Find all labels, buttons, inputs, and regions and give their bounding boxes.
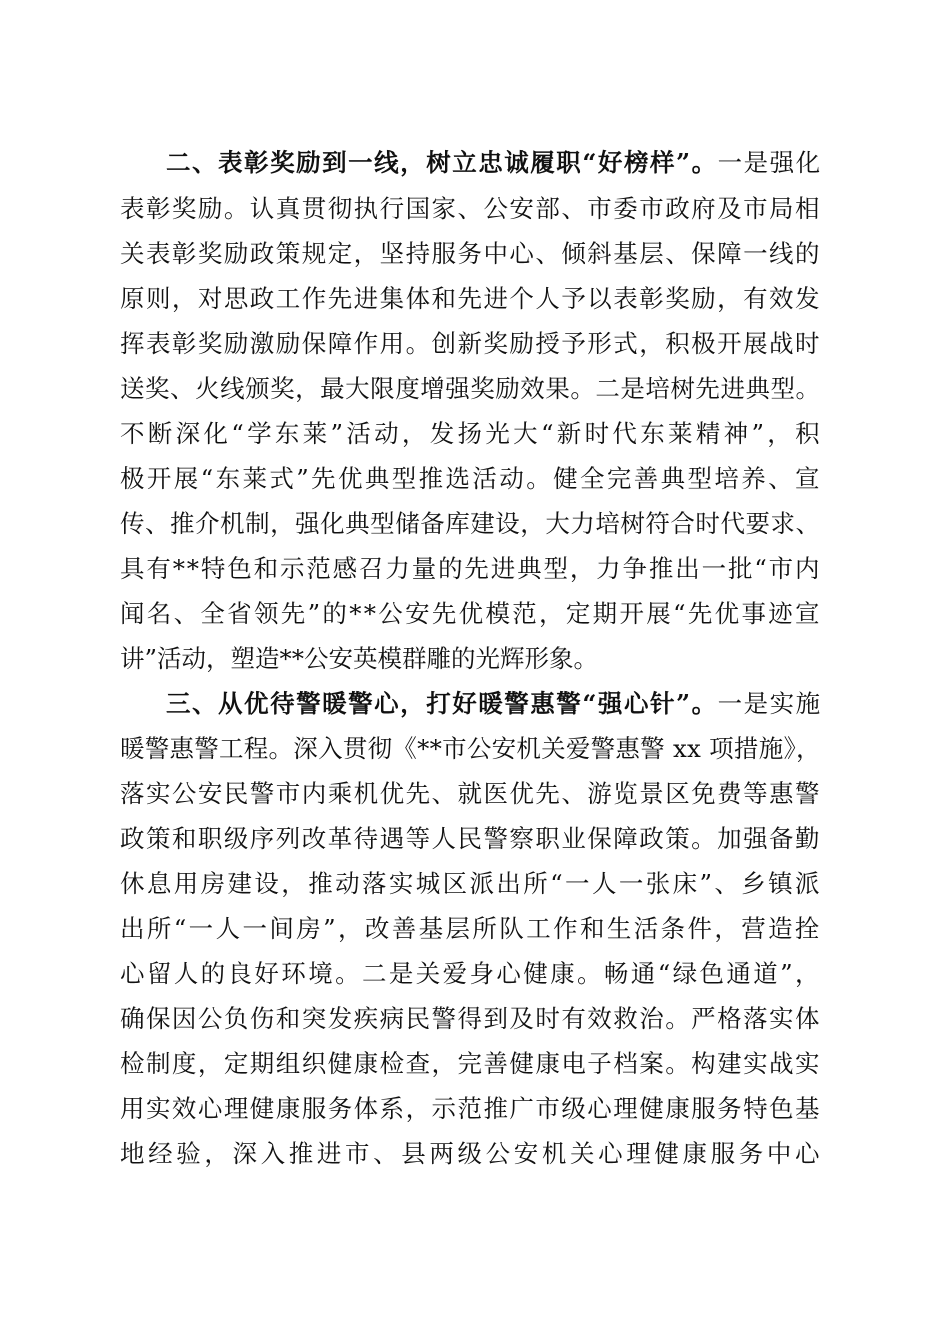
body-line: 落实公安民警市内乘机优先、就医优先、游览景区免费等惠警: [120, 779, 821, 808]
body-line: 用实效心理健康服务体系，示范推广市级心理健康服务特色基: [120, 1094, 821, 1123]
body-line: 关表彰奖励政策规定，坚持服务中心、倾斜基层、保障一线的: [120, 239, 821, 268]
body-line: 政策和职级序列改革待遇等人民警察职业保障政策。加强备勤: [120, 824, 821, 853]
body-line: 休息用房建设，推动落实城区派出所“一人一张床”、乡镇派: [120, 869, 822, 898]
section-2-first-line-rest: 一是强化: [717, 148, 822, 177]
body-line: 出所“一人一间房”，改善基层所队工作和生活条件，营造拴: [120, 914, 822, 943]
body-line: 挥表彰奖励激励保障作用。创新奖励授予形式，积极开展战时: [120, 329, 821, 358]
body-line: 确保因公负伤和突发疾病民警得到及时有效救治。严格落实体: [120, 1004, 821, 1033]
body-line: 极开展“东莱式”先优典型推选活动。健全完善典型培养、宣: [120, 464, 822, 493]
body-line: 闻名、全省领先”的**公安先优模范，定期开展“先优事迹宣: [120, 599, 822, 628]
body-line: 送奖、火线颁奖，最大限度增强奖励效果。二是培树先进典型。: [120, 374, 821, 403]
section-3-first-line-rest: 一是实施: [717, 689, 822, 718]
body-line: 暖警惠警工程。深入贯彻《**市公安机关爱警惠警 xx 项措施》，: [120, 734, 821, 763]
section-2-heading: 二、表彰奖励到一线，树立忠诚履职“好榜样”。: [166, 148, 718, 177]
body-line: 心留人的良好环境。二是关爱身心健康。畅通“绿色通道”，: [120, 959, 822, 988]
body-line: 具有**特色和示范感召力量的先进典型，力争推出一批“市内: [120, 554, 822, 583]
section-3-first-line: [166, 681, 822, 727]
body-line: 表彰奖励。认真贯彻执行国家、公安部、市委市政府及市局相: [120, 194, 821, 223]
section-3-heading: 三、从优待警暖警心，打好暖警惠警“强心针”。: [166, 689, 718, 718]
body-line: 讲”活动，塑造**公安英模群雕的光辉形象。: [120, 644, 599, 673]
body-line: 不断深化“学东莱”活动，发扬光大“新时代东莱精神”，积: [120, 419, 823, 448]
body-line: 检制度，定期组织健康检查，完善健康电子档案。构建实战实: [120, 1049, 821, 1078]
section-2-first-line: [166, 140, 822, 186]
body-line: 原则，对思政工作先进集体和先进个人予以表彰奖励，有效发: [120, 284, 821, 313]
body-line: 传、推介机制，强化典型储备库建设，大力培树符合时代要求、: [120, 509, 821, 538]
body-line: 地经验，深入推进市、县两级公安机关心理健康服务中心: [120, 1139, 824, 1168]
